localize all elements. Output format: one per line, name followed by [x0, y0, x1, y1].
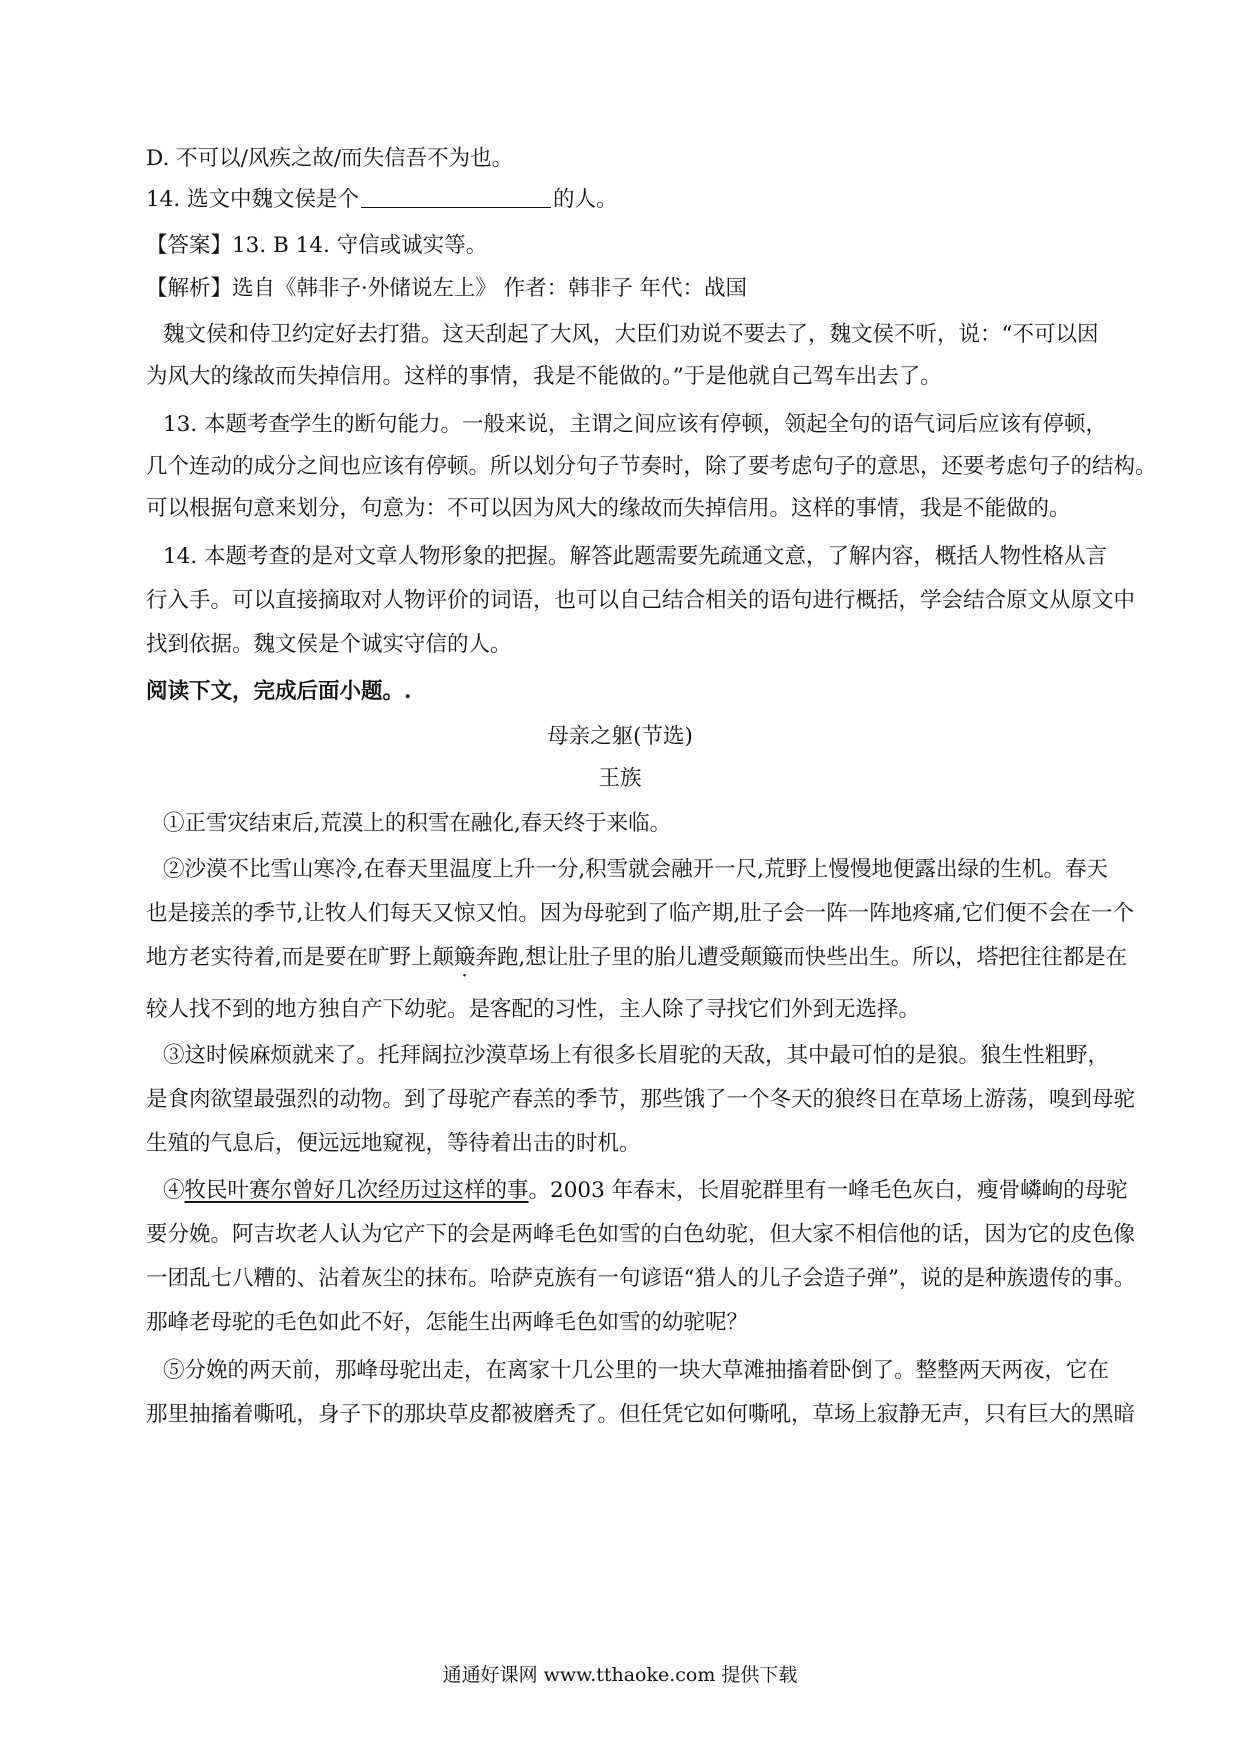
paragraph-4-line-1 [163, 1176, 1153, 1206]
paragraph-2-line-1: ②沙漠不比雪山寒冷,在春天里温度上升一分,积雪就会融开一尺,荒野上慢慢地便露出绿的生机。春天 [163, 857, 1109, 882]
answer-line: 【答案】13. B 14. 守信或诚实等。 [146, 233, 488, 258]
p4-mark: ④ [163, 1178, 185, 1203]
analysis-14-line-1: 14. 本题考查的是对文章人物形象的把握。解答此题需要先疏通文意，了解内容，概括人物性格从言 [163, 544, 1108, 569]
analysis-source: 【解析】选自《韩非子·外储说左上》 作者：韩非子 年代：战国 [146, 276, 748, 301]
paragraph-3-line-1: ③这时候麻烦就来了。托拜阔拉沙漠草场上有很多长眉驼的天敌，其中最可怕的是狼。狼生性粗野， [163, 1043, 1110, 1068]
analysis-13-line-2: 几个连动的成分之间也应该有停顿。所以划分句子节奏时，除了要考虑句子的意思，还要考虑句子的结构。 [146, 454, 1157, 479]
passage-author: 王族 [598, 766, 642, 791]
paragraph-3-line-2: 是食肉欲望最强烈的动物。到了母驼产春羔的季节，那些饿了一个冬天的狼终日在草场上游荡，嗅到母驼 [146, 1087, 1136, 1112]
paragraph-3-line-3: 生殖的气息后，便远远地窥视，等待着出击的时机。 [146, 1131, 641, 1156]
page-footer: 通通好课网 www.tthaoke.com 提供下载 [442, 1664, 798, 1686]
p2c-pre: 地方老实待着,而是要在旷野上颠 [146, 945, 454, 970]
paragraph-2-line-3 [146, 943, 1136, 973]
analysis-14-line-2: 行入手。可以直接摘取对人物评价的词语，也可以自己结合相关的语句进行概括，学会结合原文从原文中 [146, 588, 1136, 613]
translation-line-2: 为风大的缘故而失掉信用。这样的事情，我是不能做的。”于是他就自己驾车出去了。 [146, 364, 942, 389]
p2c-post: 奔跑,想让肚子里的胎儿遭受颠簸而快些出生。所以，塔把往往都是在 [475, 945, 1128, 970]
paragraph-5-line-2: 那里抽搐着嘶吼，身子下的那块草皮都被磨秃了。但任凭它如何嘶吼，草场上寂静无声，只有巨大的黑暗 [146, 1402, 1136, 1427]
paragraph-4-line-2: 要分娩。阿吉坎老人认为它产下的会是两峰毛色如雪的白色幼驼，但大家不相信他的话，因为它的皮色像 [146, 1222, 1136, 1247]
answer-blank [361, 185, 551, 208]
underlined-sentence: 牧民叶赛尔曾好几次经历过这样的事 [184, 1178, 529, 1203]
paragraph-2-line-4: 较人找不到的地方独自产下幼驼。是客配的习性，主人除了寻找它们外到无选择。 [146, 997, 921, 1022]
paragraph-5-line-1: ⑤分娩的两天前，那峰母驼出走，在离家十几公里的一块大草滩抽搐着卧倒了。整整两天两夜，它在 [163, 1358, 1110, 1383]
translation-line-1: 魏文侯和侍卫约定好去打猎。这天刮起了大风，大臣们劝说不要去了，魏文侯不听，说：“不可以因 [163, 322, 1099, 347]
paragraph-1: ①正雪灾结束后,荒漠上的积雪在融化,春天终于来临。 [163, 811, 672, 836]
paragraph-4-line-3: 一团乱七八糟的、沾着灰尘的抹布。哈萨克族有一句谚语“猎人的儿子会造子弹”，说的是种族遗传的事。 [146, 1266, 1136, 1291]
passage-title: 母亲之躯(节选) [547, 724, 693, 749]
analysis-13-line-1: 13. 本题考查学生的断句能力。一般来说，主谓之间应该有停顿，领起全句的语气词后应该有停顿， [163, 412, 1108, 437]
dotted-char: 簸 [453, 945, 476, 970]
option-d: D. 不可以/风疾之故/而失信吾不为也。 [146, 146, 514, 171]
reading-instruction: 阅读下文，完成后面小题。. [146, 679, 412, 704]
p4-post: 。2003 年春末，长眉驼群里有一峰毛色灰白，瘦骨嶙峋的母驼 [528, 1178, 1128, 1203]
analysis-14-line-3: 找到依据。魏文侯是个诚实守信的人。 [146, 632, 512, 657]
question-14-tail: 的人。 [553, 187, 618, 212]
paragraph-2-line-2: 也是接羔的季节,让牧人们每天又惊又怕。因为母驼到了临产期,肚子会一阵一阵地疼痛,它们便不会在一个 [146, 901, 1135, 926]
question-14-text: 14. 选文中魏文侯是个 [146, 187, 360, 212]
paragraph-4-line-4: 那峰老母驼的毛色如此不好，怎能生出两峰毛色如雪的幼驼呢？ [146, 1310, 749, 1335]
analysis-13-line-3: 可以根据句意来划分，句意为：不可以因为风大的缘故而失掉信用。这样的事情，我是不能做的。 [146, 496, 1071, 521]
question-14 [146, 185, 1136, 215]
